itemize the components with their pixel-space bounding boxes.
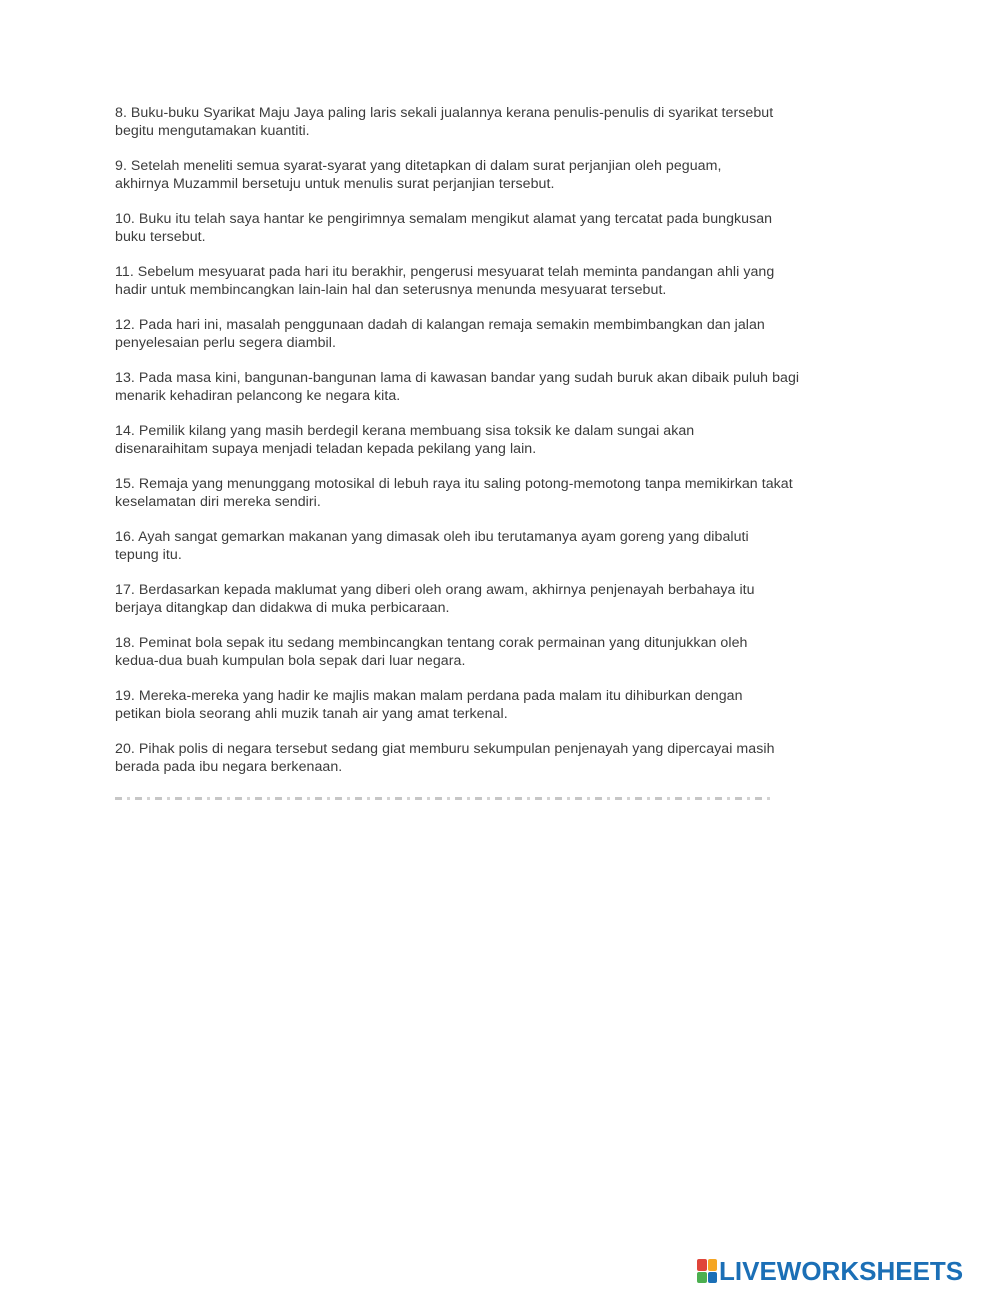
- exercise-item-line: berada pada ibu negara berkenaan.: [115, 759, 343, 775]
- exercise-item-line: disenaraihitam supaya menjadi teladan kepada pekilang yang lain.: [115, 441, 537, 457]
- exercise-item-line: penyelesaian perlu segera diambil.: [115, 335, 336, 351]
- exercise-item-line: berjaya ditangkap dan didakwa di muka perbicaraan.: [115, 600, 450, 616]
- exercise-item: [115, 157, 860, 193]
- exercise-item-line: 14. Pemilik kilang yang masih berdegil kerana membuang sisa toksik ke dalam sungai akan: [115, 423, 695, 439]
- exercise-item-line: 9. Setelah meneliti semua syarat-syarat yang ditetapkan di dalam surat perjanjian oleh peguam,: [115, 158, 722, 174]
- liveworksheets-logo: [697, 1256, 963, 1286]
- exercise-item-line: 8. Buku-buku Syarikat Maju Jaya paling laris sekali jualannya kerana penulis-penulis di syarikat tersebut: [115, 105, 774, 121]
- liveworksheets-logo-icon: [697, 1259, 717, 1283]
- exercise-item: [115, 634, 860, 670]
- exercise-item-line: begitu mengutamakan kuantiti.: [115, 123, 310, 139]
- exercise-item-line: 18. Peminat bola sepak itu sedang membincangkan tentang corak permainan yang ditunjukkan oleh: [115, 635, 748, 651]
- liveworksheets-logo-text: LIVEWORKSHEETS: [719, 1255, 964, 1286]
- exercise-item: [115, 687, 860, 723]
- exercise-item-line: 20. Pihak polis di negara tersebut sedang giat memburu sekumpulan penjenayah yang dipercayai masih: [115, 741, 775, 757]
- exercise-item: [115, 581, 860, 617]
- exercise-item-line: hadir untuk membincangkan lain-lain hal dan seterusnya menunda mesyuarat tersebut.: [115, 282, 667, 298]
- exercise-item-line: 17. Berdasarkan kepada maklumat yang diberi oleh orang awam, akhirnya penjenayah berbahaya itu: [115, 582, 755, 598]
- logo-mark-square: [708, 1259, 718, 1271]
- exercise-item: [115, 210, 860, 246]
- exercise-item-line: 12. Pada hari ini, masalah penggunaan dadah di kalangan remaja semakin membimbangkan dan jalan: [115, 317, 765, 333]
- exercise-item-line: 15. Remaja yang menunggang motosikal di lebuh raya itu saling potong-memotong tanpa memikirkan takat: [115, 476, 793, 492]
- exercise-item: [115, 422, 860, 458]
- exercise-item: [115, 316, 860, 352]
- logo-mark-square: [697, 1259, 707, 1271]
- exercise-item: [115, 104, 860, 140]
- exercise-item-line: 10. Buku itu telah saya hantar ke pengirimnya semalam mengikut alamat yang tercatat pada bungkusan: [115, 211, 773, 227]
- exercise-item: [115, 740, 860, 776]
- exercise-item-line: 11. Sebelum mesyuarat pada hari itu berakhir, pengerusi mesyuarat telah meminta pandangan ahli yang: [115, 264, 775, 280]
- logo-mark-square: [697, 1272, 707, 1284]
- exercise-item-line: kedua-dua buah kumpulan bola sepak dari luar negara.: [115, 653, 466, 669]
- exercise-item: [115, 369, 860, 405]
- truncated-text-fragment: [115, 797, 775, 800]
- exercise-item-line: 16. Ayah sangat gemarkan makanan yang dimasak oleh ibu terutamanya ayam goreng yang dibaluti: [115, 529, 749, 545]
- exercise-list: [115, 104, 860, 793]
- exercise-item: [115, 263, 860, 299]
- exercise-item-line: petikan biola seorang ahli muzik tanah air yang amat terkenal.: [115, 706, 508, 722]
- exercise-item-line: 13. Pada masa kini, bangunan-bangunan lama di kawasan bandar yang sudah buruk akan dibaik puluh bagi: [115, 370, 800, 386]
- exercise-item-line: buku tersebut.: [115, 229, 206, 245]
- exercise-item-line: tepung itu.: [115, 547, 182, 563]
- logo-mark-square: [708, 1272, 718, 1284]
- truncated-next-item: [115, 793, 775, 802]
- exercise-item-line: keselamatan diri mereka sendiri.: [115, 494, 321, 510]
- exercise-item-line: 19. Mereka-mereka yang hadir ke majlis makan malam perdana pada malam itu dihiburkan dengan: [115, 688, 743, 704]
- exercise-item-line: akhirnya Muzammil bersetuju untuk menulis surat perjanjian tersebut.: [115, 176, 555, 192]
- exercise-item-line: menarik kehadiran pelancong ke negara kita.: [115, 388, 401, 404]
- exercise-item: [115, 475, 860, 511]
- exercise-item: [115, 528, 860, 564]
